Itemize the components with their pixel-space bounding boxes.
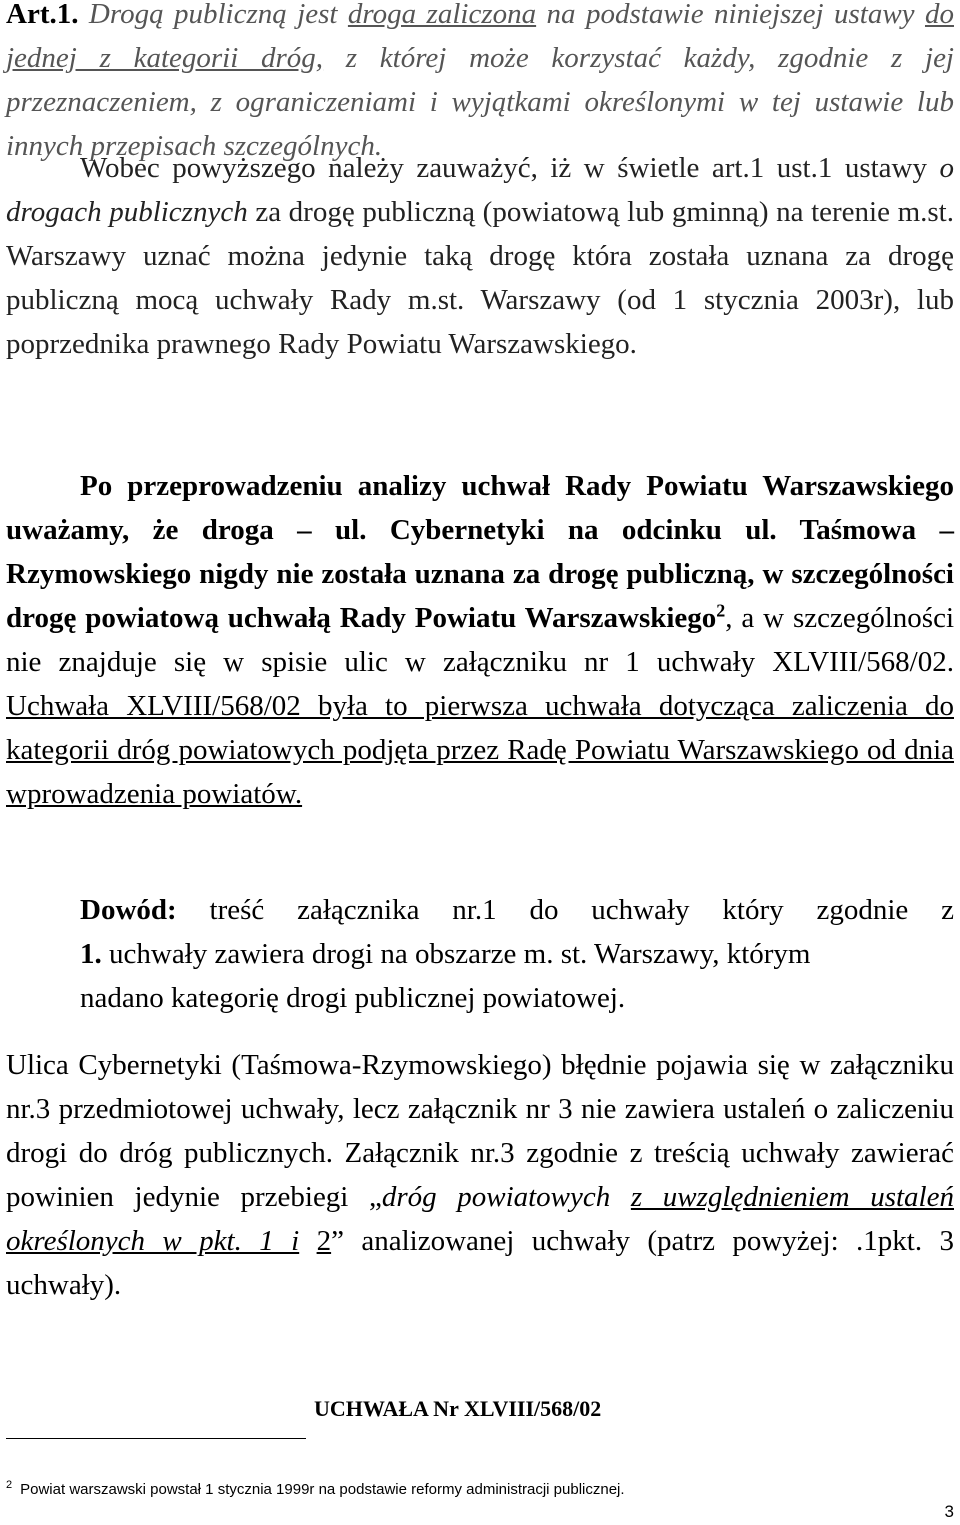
analysis-paragraph: [6, 464, 954, 816]
analysis-bold-text: Po przeprowadzeniu analizy uchwał Rady Powiatu Warszawskiego uważamy, że droga – ul. Cybernetyki na odcinku ul. Taśmowa – Rzymowskiego nigdy nie została uznana za drogę publiczną, w szczególności drogę powiatową uchwałą Rady Powiatu Warszawskiego: [6, 470, 954, 634]
page-number: 3: [944, 1502, 954, 1521]
ulica-italic-underlined-text: z uwzględnieniem ustaleń określonych w pkt. 1 i: [6, 1181, 954, 1257]
ulica-paragraph: [6, 1043, 954, 1307]
evidence-label: Dowód:: [80, 894, 177, 926]
ulica-underlined-number: 2: [316, 1225, 332, 1257]
article-1-paragraph: [6, 0, 954, 168]
evidence-word: z: [941, 894, 954, 926]
evidence-word: do: [529, 894, 559, 926]
evidence-word: treść: [209, 894, 265, 926]
article-text-underlined-2: do jednej z kategorii dróg,: [6, 0, 954, 74]
analysis-underlined-text: Uchwała XLVIII/568/02 była to pierwsza uchwała dotycząca zaliczenia do kategorii dróg powiatowych podjęta przez Radę Powiatu Warszawskiego od dnia wprowadzenia powiatów.: [6, 690, 954, 810]
footnote-separator: [6, 1438, 306, 1439]
article-label: Art.1.: [6, 0, 79, 30]
ulica-text-2: ” analizowanej uchwały (patrz powyżej: .1pkt. 3 uchwały).: [6, 1225, 955, 1301]
ulica-space: [299, 1225, 316, 1257]
resolution-heading: UCHWAŁA Nr XLVIII/568/02: [314, 1396, 602, 1421]
evidence-word: który: [722, 894, 784, 926]
evidence-line-2-text: uchwały zawiera drogi na obszarze m. st. Warszawy, którym: [101, 938, 811, 970]
evidence-word: nr.1: [452, 894, 497, 926]
wobec-text-2: za drogę publiczną (powiatową lub gminną) na terenie m.st. Warszawy uznać można jedynie taką drogę która została uznana za drogę publiczną mocą uchwały Rady m.st. Warszawy (od 1 stycznia 2003r), lub poprzednika prawnego Rady Powiatu Warszawskiego.: [6, 196, 954, 360]
evidence-word: załącznika: [297, 894, 420, 926]
article-text-2: na podstawie niniejszej ustawy: [536, 0, 925, 30]
footnote-number: 2: [6, 1479, 13, 1491]
article-text-1: Drogą publiczną jest: [78, 0, 348, 30]
ulica-italic-text: dróg powiatowych: [381, 1181, 631, 1213]
evidence-word: zgodnie: [816, 894, 909, 926]
evidence-line-2: [80, 932, 954, 976]
footnote-reference: 2: [716, 600, 726, 621]
footnote: [6, 1474, 625, 1501]
evidence-line-3: nadano kategorię drogi publicznej powiatowej.: [80, 982, 626, 1014]
wobec-text-1: Wobec powyższego należy zauważyć, iż w świetle art.1 ust.1 ustawy: [80, 152, 940, 184]
evidence-number: 1.: [80, 938, 102, 970]
article-text-3: z której może korzystać każdy, zgodnie z jej przeznaczeniem, z ograniczeniami i wyjątkami określonymi w tej ustawie lub innych przepisach szczególnych.: [6, 42, 954, 162]
footnote-text: Powiat warszawski powstał 1 stycznia 1999r na podstawie reformy administracji publicznej.: [20, 1481, 625, 1498]
evidence-word: uchwały: [591, 894, 690, 926]
evidence-line-1: [80, 888, 954, 932]
wobec-act-title: o drogach publicznych: [6, 152, 954, 228]
document-page: [6, 0, 954, 1525]
analysis-text: , a w szczególności nie znajduje się w spisie ulic w załączniku nr 1 uchwały XLVIII/568/02.: [6, 602, 955, 678]
ulica-text-1: Ulica Cybernetyki (Taśmowa-Rzymowskiego) błędnie pojawia się w załączniku nr.3 przedmiotowej uchwały, lecz załącznik nr 3 nie zawiera ustaleń o zaliczeniu drogi do dróg publicznych. Załącznik nr.3 zgodnie z treścią uchwały zawierać powinien jedynie przebiegi „: [6, 1049, 954, 1213]
evidence-block: [80, 888, 954, 1020]
wobec-paragraph: [6, 146, 954, 366]
article-text-underlined-1: droga zaliczona: [347, 0, 537, 30]
